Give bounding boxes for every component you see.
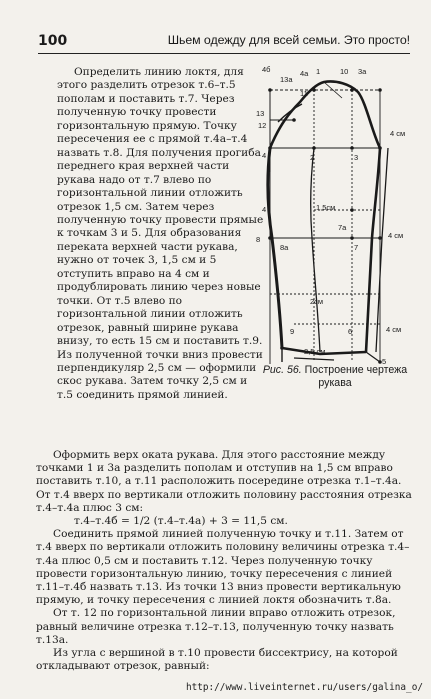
fig-label-12: 12 — [258, 121, 267, 130]
paragraph: От т. 12 по горизонтальной линии вправо отложить отрезок, равный величине отрезка т.12–т.13, полученную точку назвать т.13а. — [36, 607, 396, 646]
fig-label-3: 3 — [354, 153, 359, 162]
paragraph: Оформить верх оката рукава. Для этого расстояние между точками 1 и 3а разделить пополам и отступив на 1,5 см вправо поставить т.10, а т.11 расположить посередине отрезка т.1–т.4а. От т.4 вверх по вертикали отложить половину расстояния отрезка т.4–т.4а плюс 3 см: — [36, 449, 412, 514]
page-header — [38, 31, 410, 54]
fig-label-13a: 13а — [280, 75, 293, 84]
sleeve-pattern-drawing — [254, 62, 414, 372]
figure-caption — [260, 364, 410, 389]
formula: т.4–т.4б = 1/2 (т.4–т.4а) + 3 = 11,5 см. — [74, 515, 288, 528]
fig-label-3a: 3а — [358, 67, 367, 76]
fig-label-13: 13 — [256, 109, 265, 118]
source-url: http://www.liveinternet.ru/users/galina_o/ — [185, 682, 423, 693]
paragraph: Определить линию локтя, для этого разделить отрезок т.6–т.5 пополам и поставить т.7. Через полученную точку провести горизонтальную прямую. Точку пересечения ее с прямой т.4а–т.4 назвать т.8. Для получения прогиба переднего края верхней части рукава надо от т.7 влево по горизонтальной линии отложить отрезок 1,5 см. Затем через полученную точку провести прямые к точкам 3 и 5. Для образования переката верхней части рукава, нужно от точек 3, 1,5 см и 5 отступить вправо на 4 см и продублировать линию через новые точки. От т.5 влево по горизонтальной линии отложить отрезок, равный ширине рукава внизу, то есть 15 см и поставить т.9. Из полученной точки вниз провести перпендикуляр 2,5 см — оформили скос рукава. Затем точку 2,5 см и т.5 соединить прямой линией. — [57, 66, 264, 401]
fig-label-8a: 8а — [280, 243, 289, 252]
sleeve-pattern-figure — [254, 62, 414, 372]
paragraph: Соединить прямой линией полученную точку и т.11. Затем от т.4 вверх по вертикали отложить половину величины отрезка т.4–т.4а плюс 0,5 см и поставить т.12. Через полученную точку провести горизонтальную линию, точку пересечения с линией т.11–т.4б назвать т.13. Из точки 13 вниз провести вертикальную прямую, и точку пересечения с линией локтя обозначить т.8а. — [36, 528, 410, 607]
fig-label-4: 4 — [262, 205, 267, 214]
fig-label-1: 1 — [316, 67, 321, 76]
fig-label-10: 10 — [340, 67, 349, 76]
fig-label-7: 7 — [354, 243, 359, 252]
fig-label-4cm-a: 4 см — [390, 129, 406, 138]
fig-label-1-5cm: 1,5см — [316, 203, 336, 212]
page-number: 100 — [38, 33, 68, 49]
fig-label-4a-top: 4а — [300, 69, 309, 78]
fig-label-6: 6 — [348, 327, 353, 336]
fig-label-2cm: 2см — [310, 297, 324, 306]
running-title: Шьем одежду для всей семьи. Это просто! — [167, 33, 410, 47]
fig-label-4cm-c: 4 см — [386, 325, 402, 334]
fig-label-4b: 4б — [262, 65, 271, 74]
fig-label-4-top: 4 — [262, 151, 267, 160]
fig-label-4cm-b: 4 см — [388, 231, 404, 240]
fig-label-2: 2 — [310, 153, 315, 162]
fig-label-9: 9 — [290, 327, 295, 336]
paragraph: Из угла с вершиной в т.10 провести биссектрису, на которой откладывают отрезок, равный: — [36, 647, 398, 673]
fig-label-11: 11 — [300, 89, 308, 98]
figure-caption-text: Построение чертежа рукава — [304, 364, 408, 389]
fig-label-8: 8 — [256, 235, 261, 244]
figure-caption-label: Рис. 56. — [262, 364, 302, 376]
full-width-text — [36, 449, 416, 673]
fig-label-5: 5 — [382, 357, 387, 366]
fig-label-7a: 7а — [338, 223, 347, 232]
text-column — [57, 66, 265, 402]
fig-label-2-5cm: 2,5 см — [304, 347, 326, 356]
